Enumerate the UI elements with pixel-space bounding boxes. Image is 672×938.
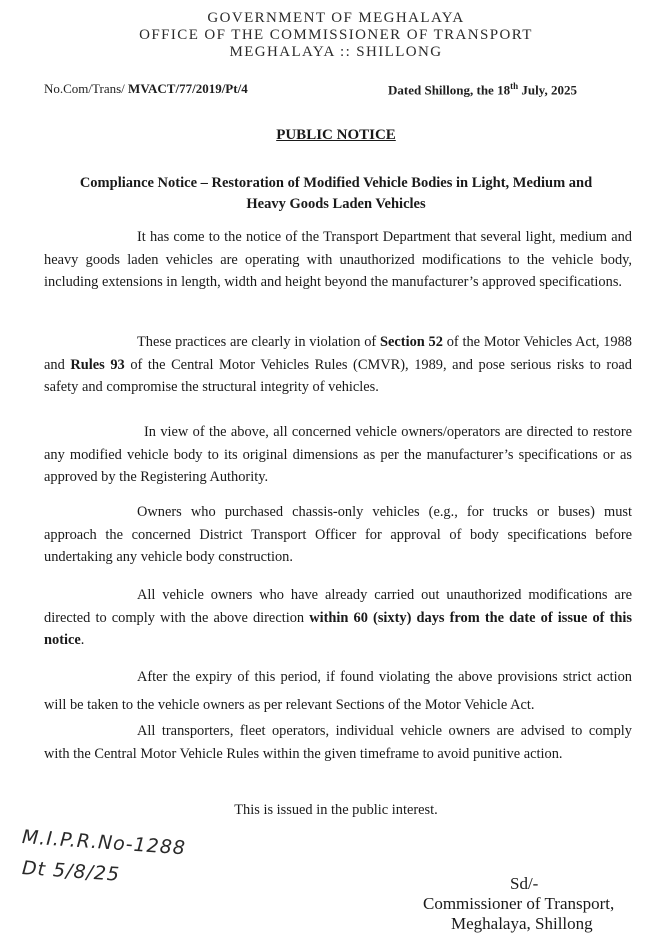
paragraph-5-text bbox=[44, 584, 632, 652]
p5-part-a: All vehicle owners who have already carried out unauthorized modifications are directed to comply with the above direction bbox=[44, 587, 632, 626]
signature-sd: Sd/- bbox=[510, 874, 539, 893]
p5-deadline: within 60 (sixty) days from the date of issue of this notice bbox=[44, 609, 632, 649]
p2-section: Section 52 bbox=[380, 334, 443, 350]
p2-part-a: These practices are clearly in violation of bbox=[137, 334, 380, 350]
paragraph-3 bbox=[44, 421, 632, 489]
p2-rules: Rules 93 bbox=[70, 356, 125, 373]
paragraph-2-text bbox=[44, 331, 632, 399]
subject-line-1: Compliance Notice – Restoration of Modified Vehicle Bodies in Light, Medium and bbox=[79, 175, 593, 191]
reference-date-sup: th bbox=[510, 81, 519, 91]
paragraph-2 bbox=[44, 331, 632, 399]
paragraph-4 bbox=[44, 501, 632, 569]
reference-number bbox=[44, 81, 248, 97]
closing-statement: This is issued in the public interest. bbox=[234, 802, 438, 818]
signature-place: Meghalaya, Shillong bbox=[451, 914, 593, 933]
paragraph-6 bbox=[44, 663, 632, 719]
reference-number-code: MVACT/77/2019/Pt/4 bbox=[128, 81, 248, 96]
p2-part-e: of the Central Motor Vehicles Rules (CMVR), 1989, and pose serious risks to road safety and compromise the structural integrity of vehicles. bbox=[44, 356, 632, 396]
paragraph-1-text: It has come to the notice of the Transport Department that several light, medium and heavy goods laden vehicles are operating with unauthorized modifications to the vehicle body, including extensions in length, width and height beyond the manufacturer’s approved specifications. bbox=[44, 229, 632, 291]
reference-date-suffix: July, 2025 bbox=[518, 82, 577, 98]
notice-subject bbox=[30, 173, 642, 215]
paragraph-6-text: After the expiry of this period, if found violating the above provisions strict action will be taken to the vehicle owners as per relevant Sections of the Motor Vehicle Act. bbox=[44, 669, 632, 713]
signature-designation: Commissioner of Transport, bbox=[423, 894, 615, 913]
reference-date bbox=[388, 81, 577, 98]
reference-number-prefix: No.Com/Trans/ bbox=[44, 81, 129, 96]
subject-line-2: Heavy Goods Laden Vehicles bbox=[246, 196, 426, 212]
handwritten-date: Dt 5/8/25 bbox=[21, 857, 121, 886]
header-location: MEGHALAYA :: SHILLONG bbox=[229, 44, 443, 60]
paragraph-7-text: All transporters, fleet operators, individual vehicle owners are advised to comply with the Central Motor Vehicle Rules within the given timeframe to avoid punitive action. bbox=[44, 723, 632, 762]
paragraph-3-text: In view of the above, all concerned vehicle owners/operators are directed to restore any modified vehicle body to its original dimensions as per the manufacturer’s specifications or as approved by the Registering Authority. bbox=[44, 424, 632, 486]
paragraph-7 bbox=[44, 720, 632, 765]
p2-part-c: of the Motor Vehicles Act, 1988 and bbox=[44, 334, 632, 373]
header-office: OFFICE OF THE COMMISSIONER OF TRANSPORT bbox=[139, 27, 533, 43]
p5-part-c: . bbox=[80, 632, 85, 649]
paragraph-1 bbox=[44, 226, 632, 294]
paragraph-4-text: Owners who purchased chassis-only vehicles (e.g., for trucks or buses) must approach the concerned District Transport Officer for approval of body specifications before undertaking any vehicle body construction. bbox=[44, 504, 632, 566]
header-government: GOVERNMENT OF MEGHALAYA bbox=[207, 10, 465, 26]
notice-title: PUBLIC NOTICE bbox=[276, 127, 396, 143]
reference-date-prefix: Dated Shillong, the 18 bbox=[388, 82, 511, 98]
handwritten-reference: M.I.P.R.No-1288 bbox=[21, 826, 187, 860]
paragraph-5 bbox=[44, 584, 632, 652]
